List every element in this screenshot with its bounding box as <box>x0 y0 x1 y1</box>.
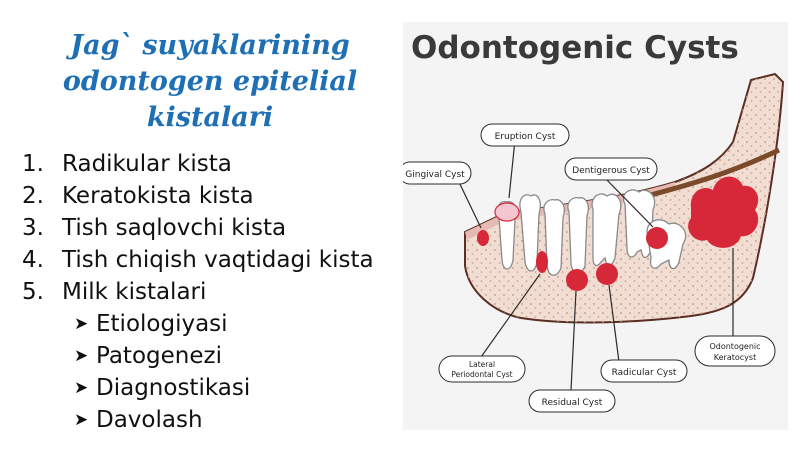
callout-label: Residual Cyst <box>541 398 603 408</box>
callout-label: Keratocyst <box>713 353 757 362</box>
eruption-cyst-lesion <box>495 203 519 221</box>
list-number: 4. <box>22 247 44 273</box>
callout-odontogenic-keratocyst <box>695 336 775 366</box>
callout-label: Lateral <box>468 360 496 369</box>
sublist-text: Davolash <box>96 407 203 433</box>
list-text: Milk kistalari <box>62 279 207 305</box>
callout-label: Dentigerous Cyst <box>572 166 650 176</box>
sublist-item <box>74 372 382 404</box>
jaw-diagram <box>403 22 788 430</box>
callout-label: Gingival Cyst <box>405 170 465 180</box>
list-item <box>22 148 382 180</box>
callout-lateral-periodontal-cyst <box>439 356 525 382</box>
list-text: Tish saqlovchi kista <box>62 215 287 241</box>
sublist-item <box>74 404 382 436</box>
slide-title: Jag` suyaklarining odontogen epitelial kistalari <box>62 30 358 133</box>
sublist-item <box>74 308 382 340</box>
odontogenic-cysts-figure <box>403 22 788 430</box>
list-item <box>22 276 382 308</box>
callout-label: Odontogenic <box>709 342 761 351</box>
list-item <box>22 212 382 244</box>
residual-cyst-lesion <box>566 269 588 291</box>
callout-residual-cyst <box>529 390 615 412</box>
callout-dentigerous-cyst <box>565 158 657 180</box>
callout-radicular-cyst <box>601 360 687 382</box>
sublist-text: Patogenezi <box>96 343 222 369</box>
list-number: 1. <box>22 151 44 177</box>
callout-label: Radicular Cyst <box>611 368 677 378</box>
list-item <box>22 180 382 212</box>
arrow-bullet-icon: ➤ <box>74 314 89 334</box>
arrow-bullet-icon: ➤ <box>74 378 89 398</box>
dentigerous-cyst-lesion <box>646 227 668 249</box>
list-number: 5. <box>22 279 44 305</box>
list-text: Keratokista kista <box>62 183 254 209</box>
list-item <box>22 244 382 276</box>
callout-label: Periodontal Cyst <box>451 370 513 379</box>
figure-title: Odontogenic Cysts <box>411 30 739 66</box>
list-text: Tish chiqish vaqtidagi kista <box>62 247 374 273</box>
list-text: Radikular kista <box>62 151 232 177</box>
callout-eruption-cyst <box>481 124 569 146</box>
sublist-text: Etiologiyasi <box>96 311 228 337</box>
lateral-periodontal-cyst-lesion <box>536 251 548 273</box>
topic-list <box>22 148 382 436</box>
arrow-bullet-icon: ➤ <box>74 346 89 366</box>
list-number: 2. <box>22 183 44 209</box>
callout-gingival-cyst <box>403 162 471 184</box>
list-number: 3. <box>22 215 44 241</box>
radicular-cyst-lesion <box>596 263 618 285</box>
sublist-text: Diagnostikasi <box>96 375 251 401</box>
arrow-bullet-icon: ➤ <box>74 410 89 430</box>
callout-label: Eruption Cyst <box>494 132 556 142</box>
sublist-item <box>74 340 382 372</box>
tooth <box>568 198 588 274</box>
gingival-cyst-lesion <box>477 230 489 246</box>
